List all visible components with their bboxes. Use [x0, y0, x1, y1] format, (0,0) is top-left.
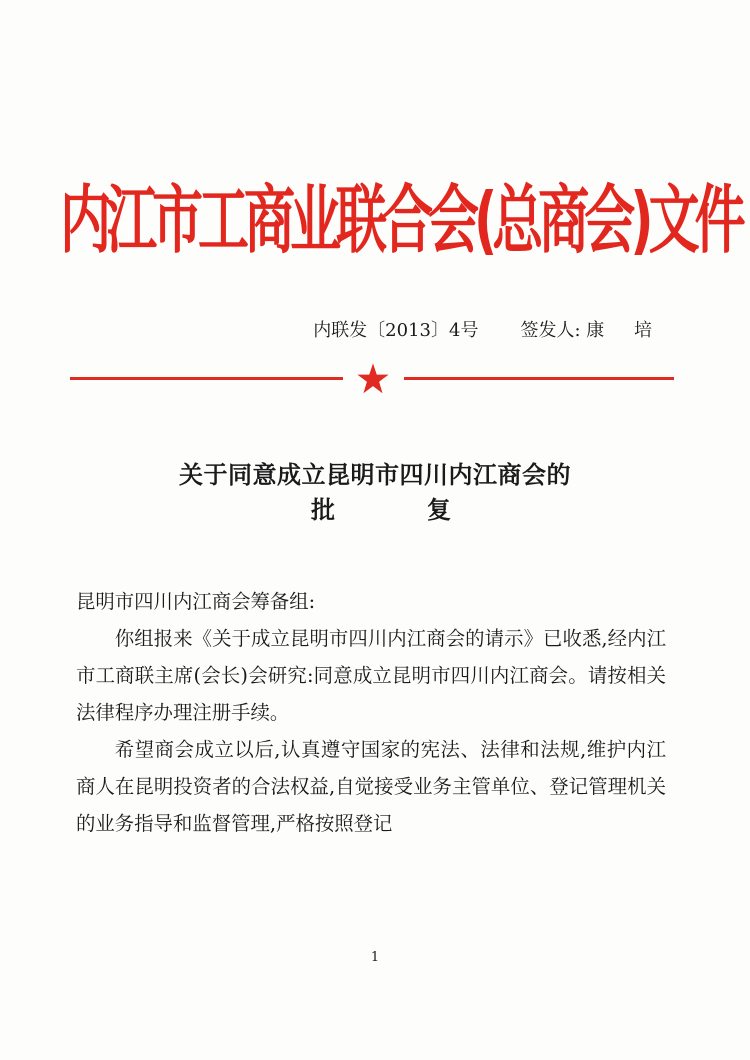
doc-number-line [0, 316, 664, 342]
page-number: 1 [370, 950, 380, 965]
document-title-line1: 关于同意成立昆明市四川内江商会的 [179, 460, 571, 489]
doc-number: 内联发〔2013〕4号 [313, 320, 479, 341]
document-body [76, 583, 666, 842]
document-title-char: 复 [427, 495, 451, 524]
addressee: 昆明市四川内江商会筹备组: [76, 590, 316, 613]
document-title-char: 批 [311, 495, 335, 524]
star-icon [356, 362, 390, 396]
signer-name: 康 培 [586, 320, 664, 341]
red-divider-left [70, 377, 343, 380]
red-divider-right [404, 377, 674, 380]
document-title-line2 [311, 490, 451, 525]
body-paragraph: 你组报来《关于成立昆明市四川内江商会的请示》已收悉,经内江市工商联主席(会长)会研究:同意成立昆明市四川内江商会。请按相关法律程序办理注册手续。 [76, 627, 666, 724]
body-paragraph: 希望商会成立以后,认真遵守国家的宪法、法律和法规,维护内江商人在昆明投资者的合法权益,自觉接受业务主管单位、登记管理机关的业务指导和监督管理,严格按照登记 [76, 738, 666, 835]
signer-label: 签发人: [520, 320, 581, 341]
document-header-title: 内江市工商业联合会(总商会)文件 [60, 178, 741, 265]
